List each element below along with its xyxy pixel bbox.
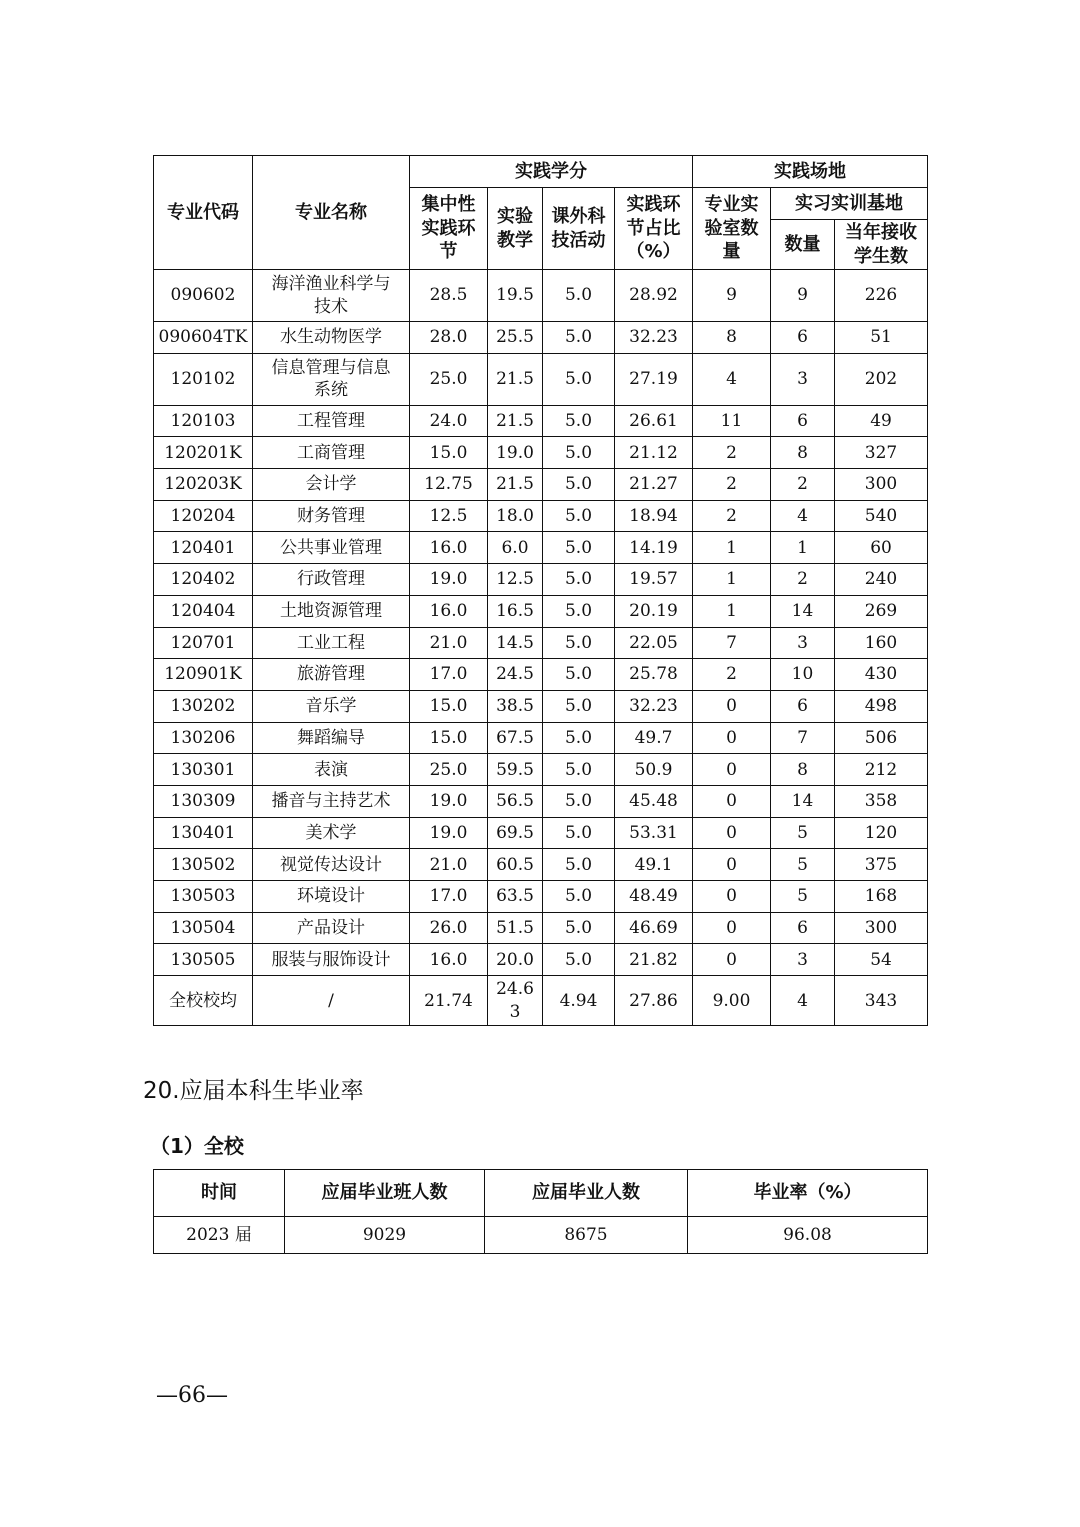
row-name: 土地资源管理 (253, 595, 410, 627)
row-concentrated: 19.0 (410, 785, 488, 817)
row-experiment: 24.5 (488, 659, 543, 691)
row-ratio: 48.49 (615, 881, 693, 913)
row-ratio: 45.48 (615, 785, 693, 817)
grad-header-class-size: 应届毕业班人数 (285, 1170, 485, 1217)
row-students: 212 (835, 754, 928, 786)
row-code: 120201K (154, 437, 253, 469)
practice-table-header (154, 156, 928, 270)
row-base-count: 14 (771, 785, 835, 817)
row-concentrated: 24.0 (410, 405, 488, 437)
row-labs: 11 (693, 405, 771, 437)
row-extracurricular: 5.0 (543, 595, 615, 627)
row-name: 行政管理 (253, 564, 410, 596)
row-students: 375 (835, 849, 928, 881)
row-labs: 0 (693, 881, 771, 913)
row-code: 090604TK (154, 322, 253, 354)
row-name: 舞蹈编导 (253, 722, 410, 754)
row-concentrated: 16.0 (410, 532, 488, 564)
row-labs: 0 (693, 817, 771, 849)
row-concentrated: 21.0 (410, 627, 488, 659)
row-concentrated: 15.0 (410, 437, 488, 469)
row-students: 51 (835, 322, 928, 354)
row-experiment: 38.5 (488, 690, 543, 722)
row-experiment: 67.5 (488, 722, 543, 754)
row-extracurricular: 5.0 (543, 270, 615, 322)
row-name: 视觉传达设计 (253, 849, 410, 881)
row-labs: 9 (693, 270, 771, 322)
row-experiment: 59.5 (488, 754, 543, 786)
table-row (154, 437, 928, 469)
row-students: 160 (835, 627, 928, 659)
row-name: 工业工程 (253, 627, 410, 659)
row-extracurricular: 5.0 (543, 532, 615, 564)
row-base-count: 6 (771, 322, 835, 354)
row-students: 540 (835, 500, 928, 532)
row-base-count: 8 (771, 754, 835, 786)
header-bases: 实习实训基地 (771, 188, 928, 220)
row-students: 300 (835, 912, 928, 944)
header-code: 专业代码 (154, 156, 253, 270)
row-experiment: 63.5 (488, 881, 543, 913)
row-concentrated: 21.0 (410, 849, 488, 881)
row-concentrated: 15.0 (410, 690, 488, 722)
row-students: 226 (835, 270, 928, 322)
row-ratio: 20.19 (615, 595, 693, 627)
header-labs: 专业实验室数量 (693, 188, 771, 270)
row-experiment: 20.0 (488, 944, 543, 976)
row-labs: 1 (693, 595, 771, 627)
row-experiment: 16.5 (488, 595, 543, 627)
header-extracurricular: 课外科技活动 (543, 188, 615, 270)
row-experiment: 51.5 (488, 912, 543, 944)
row-code: 120404 (154, 595, 253, 627)
table-row (154, 912, 928, 944)
row-labs: 2 (693, 437, 771, 469)
grad-header-graduates: 应届毕业人数 (485, 1170, 688, 1217)
sub-title: （1）全校 (150, 1134, 244, 1158)
row-students: 168 (835, 881, 928, 913)
graduation-table (153, 1169, 928, 1254)
row-code: 120204 (154, 500, 253, 532)
row-extracurricular: 5.0 (543, 469, 615, 501)
row-students: 358 (835, 785, 928, 817)
row-name: 旅游管理 (253, 659, 410, 691)
row-code: 130502 (154, 849, 253, 881)
row-name: 工程管理 (253, 405, 410, 437)
row-ratio: 46.69 (615, 912, 693, 944)
table-row (154, 659, 928, 691)
row-extracurricular: 5.0 (543, 437, 615, 469)
row-labs: 2 (693, 469, 771, 501)
row-base-count: 4 (771, 976, 835, 1026)
table-row (154, 405, 928, 437)
grad-rate: 96.08 (688, 1217, 928, 1254)
row-extracurricular: 5.0 (543, 627, 615, 659)
row-labs: 2 (693, 500, 771, 532)
row-extracurricular: 5.0 (543, 659, 615, 691)
row-code: 全校校均 (154, 976, 253, 1026)
row-ratio: 27.19 (615, 353, 693, 405)
row-base-count: 4 (771, 500, 835, 532)
row-experiment: 19.5 (488, 270, 543, 322)
row-students: 49 (835, 405, 928, 437)
row-experiment: 21.5 (488, 469, 543, 501)
row-name: 播音与主持艺术 (253, 785, 410, 817)
row-experiment: 69.5 (488, 817, 543, 849)
row-concentrated: 16.0 (410, 944, 488, 976)
row-name: 财务管理 (253, 500, 410, 532)
row-ratio: 28.92 (615, 270, 693, 322)
row-concentrated: 25.0 (410, 353, 488, 405)
row-base-count: 3 (771, 944, 835, 976)
row-extracurricular: 5.0 (543, 353, 615, 405)
row-concentrated: 19.0 (410, 817, 488, 849)
row-base-count: 3 (771, 353, 835, 405)
row-base-count: 7 (771, 722, 835, 754)
row-labs: 7 (693, 627, 771, 659)
row-experiment: 56.5 (488, 785, 543, 817)
row-extracurricular: 5.0 (543, 754, 615, 786)
row-extracurricular: 5.0 (543, 944, 615, 976)
table-row (154, 881, 928, 913)
section-title: 20.应届本科生毕业率 (143, 1078, 364, 1104)
table-row (154, 469, 928, 501)
row-concentrated: 25.0 (410, 754, 488, 786)
header-experiment: 实验教学 (488, 188, 543, 270)
row-labs: 1 (693, 532, 771, 564)
row-code: 130301 (154, 754, 253, 786)
row-experiment: 21.5 (488, 353, 543, 405)
row-concentrated: 28.5 (410, 270, 488, 322)
row-base-count: 3 (771, 627, 835, 659)
row-code: 130503 (154, 881, 253, 913)
table-row (154, 944, 928, 976)
graduation-row (154, 1217, 928, 1254)
row-extracurricular: 5.0 (543, 785, 615, 817)
row-concentrated: 17.0 (410, 881, 488, 913)
row-labs: 2 (693, 659, 771, 691)
row-name: / (253, 976, 410, 1026)
row-base-count: 1 (771, 532, 835, 564)
header-concentrated: 集中性实践环节 (410, 188, 488, 270)
table-row (154, 690, 928, 722)
row-concentrated: 26.0 (410, 912, 488, 944)
table-row (154, 722, 928, 754)
row-name: 会计学 (253, 469, 410, 501)
row-ratio: 14.19 (615, 532, 693, 564)
row-labs: 0 (693, 944, 771, 976)
row-ratio: 53.31 (615, 817, 693, 849)
row-experiment: 12.5 (488, 564, 543, 596)
header-ratio: 实践环节占比（%） (615, 188, 693, 270)
practice-table (153, 155, 928, 1026)
row-ratio: 49.1 (615, 849, 693, 881)
row-concentrated: 21.74 (410, 976, 488, 1026)
row-code: 120901K (154, 659, 253, 691)
grad-time: 2023 届 (154, 1217, 285, 1254)
row-code: 130505 (154, 944, 253, 976)
row-ratio: 21.12 (615, 437, 693, 469)
row-students: 54 (835, 944, 928, 976)
row-students: 343 (835, 976, 928, 1026)
row-students: 300 (835, 469, 928, 501)
row-base-count: 6 (771, 405, 835, 437)
graduation-header-row (154, 1170, 928, 1217)
row-extracurricular: 5.0 (543, 405, 615, 437)
row-extracurricular: 5.0 (543, 722, 615, 754)
row-code: 120103 (154, 405, 253, 437)
row-students: 269 (835, 595, 928, 627)
table-row (154, 849, 928, 881)
table-row (154, 322, 928, 354)
row-ratio: 18.94 (615, 500, 693, 532)
row-base-count: 2 (771, 469, 835, 501)
row-ratio: 25.78 (615, 659, 693, 691)
row-name: 服装与服饰设计 (253, 944, 410, 976)
row-code: 120203K (154, 469, 253, 501)
row-concentrated: 28.0 (410, 322, 488, 354)
row-base-count: 14 (771, 595, 835, 627)
row-ratio: 32.23 (615, 322, 693, 354)
row-extracurricular: 5.0 (543, 564, 615, 596)
table-row (154, 564, 928, 596)
table-row (154, 627, 928, 659)
row-students: 240 (835, 564, 928, 596)
table-row (154, 270, 928, 322)
row-ratio: 19.57 (615, 564, 693, 596)
row-labs: 0 (693, 754, 771, 786)
row-name: 信息管理与信息系统 (253, 353, 410, 405)
table-row (154, 976, 928, 1026)
row-code: 130202 (154, 690, 253, 722)
row-labs: 0 (693, 849, 771, 881)
row-base-count: 6 (771, 690, 835, 722)
row-students: 202 (835, 353, 928, 405)
row-experiment: 24.63 (488, 976, 543, 1026)
row-base-count: 5 (771, 817, 835, 849)
row-extracurricular: 5.0 (543, 912, 615, 944)
row-name: 环境设计 (253, 881, 410, 913)
row-code: 130401 (154, 817, 253, 849)
table-row (154, 754, 928, 786)
table-row (154, 785, 928, 817)
row-code: 120701 (154, 627, 253, 659)
grad-class-size: 9029 (285, 1217, 485, 1254)
row-extracurricular: 5.0 (543, 881, 615, 913)
row-name: 音乐学 (253, 690, 410, 722)
row-students: 498 (835, 690, 928, 722)
row-name: 美术学 (253, 817, 410, 849)
row-base-count: 8 (771, 437, 835, 469)
grad-graduates: 8675 (485, 1217, 688, 1254)
table-row (154, 532, 928, 564)
row-extracurricular: 5.0 (543, 500, 615, 532)
header-practice-credit: 实践学分 (410, 156, 693, 188)
row-experiment: 14.5 (488, 627, 543, 659)
row-labs: 0 (693, 690, 771, 722)
row-base-count: 2 (771, 564, 835, 596)
row-concentrated: 12.5 (410, 500, 488, 532)
row-ratio: 22.05 (615, 627, 693, 659)
row-concentrated: 16.0 (410, 595, 488, 627)
row-code: 130206 (154, 722, 253, 754)
row-name: 公共事业管理 (253, 532, 410, 564)
row-code: 090602 (154, 270, 253, 322)
table-row (154, 595, 928, 627)
row-ratio: 26.61 (615, 405, 693, 437)
row-labs: 9.00 (693, 976, 771, 1026)
row-labs: 0 (693, 722, 771, 754)
row-students: 327 (835, 437, 928, 469)
page-number: —66— (156, 1383, 228, 1408)
row-name: 海洋渔业科学与技术 (253, 270, 410, 322)
row-extracurricular: 4.94 (543, 976, 615, 1026)
row-ratio: 21.27 (615, 469, 693, 501)
row-experiment: 60.5 (488, 849, 543, 881)
row-extracurricular: 5.0 (543, 690, 615, 722)
row-extracurricular: 5.0 (543, 817, 615, 849)
grad-header-rate: 毕业率（%） (688, 1170, 928, 1217)
row-base-count: 10 (771, 659, 835, 691)
row-ratio: 21.82 (615, 944, 693, 976)
row-concentrated: 15.0 (410, 722, 488, 754)
grad-header-time: 时间 (154, 1170, 285, 1217)
table-row (154, 817, 928, 849)
row-students: 60 (835, 532, 928, 564)
row-name: 工商管理 (253, 437, 410, 469)
row-base-count: 6 (771, 912, 835, 944)
practice-table-body (154, 270, 928, 1026)
row-concentrated: 19.0 (410, 564, 488, 596)
row-name: 表演 (253, 754, 410, 786)
row-labs: 0 (693, 785, 771, 817)
row-experiment: 21.5 (488, 405, 543, 437)
row-labs: 1 (693, 564, 771, 596)
header-students: 当年接收学生数 (835, 220, 928, 270)
row-concentrated: 12.75 (410, 469, 488, 501)
row-code: 130309 (154, 785, 253, 817)
row-code: 120102 (154, 353, 253, 405)
row-extracurricular: 5.0 (543, 322, 615, 354)
row-extracurricular: 5.0 (543, 849, 615, 881)
row-labs: 8 (693, 322, 771, 354)
row-ratio: 49.7 (615, 722, 693, 754)
header-count: 数量 (771, 220, 835, 270)
row-labs: 0 (693, 912, 771, 944)
row-experiment: 25.5 (488, 322, 543, 354)
row-students: 506 (835, 722, 928, 754)
row-base-count: 5 (771, 849, 835, 881)
row-experiment: 19.0 (488, 437, 543, 469)
header-practice-site: 实践场地 (693, 156, 928, 188)
row-code: 120401 (154, 532, 253, 564)
row-concentrated: 17.0 (410, 659, 488, 691)
row-students: 120 (835, 817, 928, 849)
row-ratio: 32.23 (615, 690, 693, 722)
table-row (154, 500, 928, 532)
row-labs: 4 (693, 353, 771, 405)
row-students: 430 (835, 659, 928, 691)
row-experiment: 18.0 (488, 500, 543, 532)
row-experiment: 6.0 (488, 532, 543, 564)
row-base-count: 5 (771, 881, 835, 913)
row-name: 水生动物医学 (253, 322, 410, 354)
row-code: 130504 (154, 912, 253, 944)
table-row (154, 353, 928, 405)
row-name: 产品设计 (253, 912, 410, 944)
header-name: 专业名称 (253, 156, 410, 270)
row-base-count: 9 (771, 270, 835, 322)
row-code: 120402 (154, 564, 253, 596)
row-ratio: 50.9 (615, 754, 693, 786)
row-ratio: 27.86 (615, 976, 693, 1026)
